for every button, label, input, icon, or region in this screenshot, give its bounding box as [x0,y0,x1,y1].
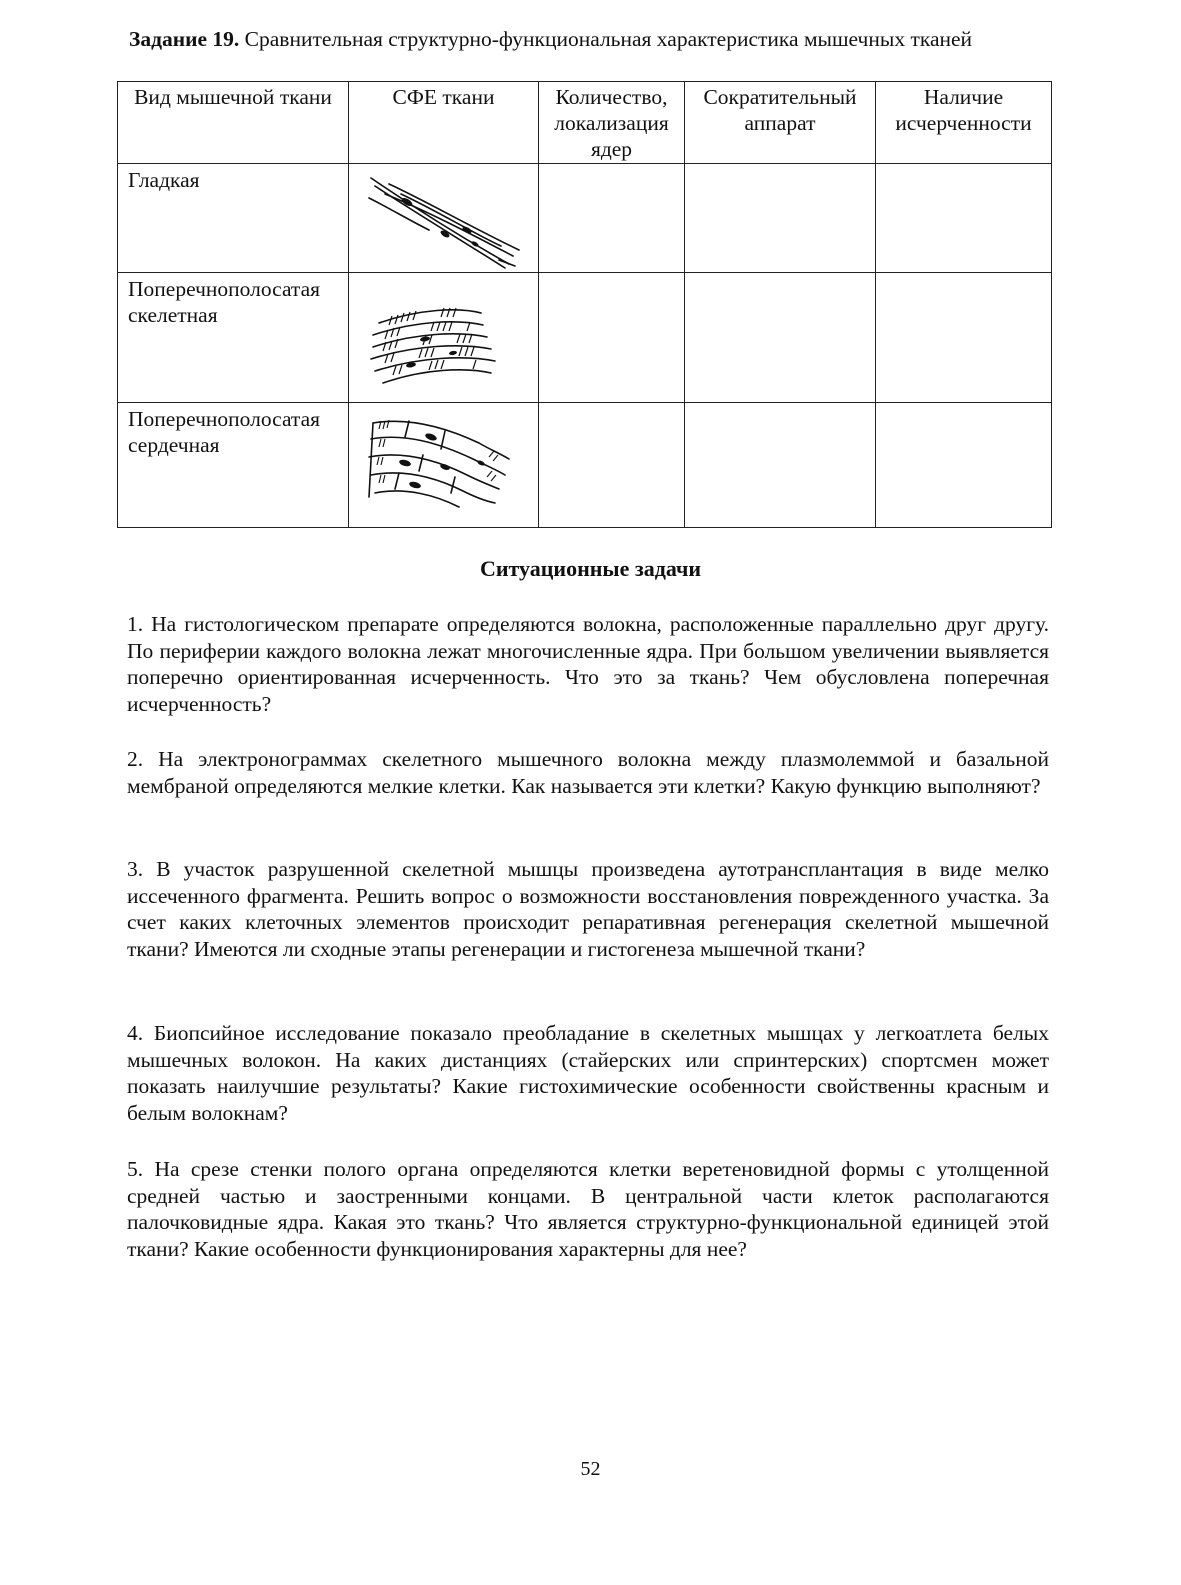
cell-contractile-smooth[interactable] [685,164,876,273]
section-title: Ситуационные задачи [479,556,702,581]
cell-striation-cardiac[interactable] [876,403,1052,528]
cell-nuclei-smooth[interactable] [539,164,685,273]
task-heading [129,26,1029,52]
table-row [118,273,1052,403]
cell-striation-skeletal[interactable] [876,273,1052,403]
header-tissue-type: Вид мышечной ткани [118,82,349,164]
task-heading-text: Сравнительная структурно-функциональная характеристика мышечных тканей [244,27,973,51]
cell-nuclei-cardiac[interactable] [539,403,685,528]
header-sfe: СФЕ ткани [349,82,539,164]
header-striation: Наличие исчерченности [876,82,1052,164]
task-item: 2. На электронограммах скелетного мышечного волокна между плазмолеммой и базальной мембраной определяются мелкие клетки. Как называется эти клетки? Какую функцию выполняют? [127,747,1049,798]
task-item: 5. На срезе стенки полого органа определяются клетки веретеновидной формы с утолщенной средней частью и заостренными концами. В центральной части клеток располагаются палочковидные ядра. Какая это ткань? Что является структурно-функциональной единицей этой ткани? Какие особенности функционирования характерны для нее? [127,1157,1049,1261]
task-item: 4. Биопсийное исследование показало преобладание в скелетных мышцах у легкоатлета белых мышечных волокон. На каких дистанциях (стайерских или спринтерских) спортсмен может показать наилучшие результаты? Какие гистохимические особенности свойственны красным и белым волокнам? [127,1021,1049,1125]
task-heading-label: Задание 19. [129,27,240,51]
header-contractile-apparatus: Сократительный аппарат [685,82,876,164]
row-name-skeletal: Поперечнополосатая скелетная [118,273,349,403]
cardiac-muscle-figure [349,403,539,528]
muscle-tissue-table [117,81,1052,528]
table-header-row [118,82,1052,164]
task-item: 1. На гистологическом препарате определяются волокна, расположенные параллельно друг другу. По периферии каждого волокна лежат многочисленные ядра. При большом увеличении выявляется поперечно ориентированная исчерченность. Что это за ткань? Чем обусловлена поперечная исчерченность? [127,612,1049,716]
header-nuclei: Количество, локализация ядер [539,82,685,164]
cell-contractile-cardiac[interactable] [685,403,876,528]
task-item: 3. В участок разрушенной скелетной мышцы произведена аутотрансплантация в виде мелко иссеченного фрагмента. Решить вопрос о возможности восстановления поврежденного участка. За счет каких клеточных элементов происходит репаративная регенерация скелетной мышечной ткани? Имеются ли сходные этапы регенерации и гистогенеза мышечной ткани? [127,857,1049,961]
row-name-smooth: Гладкая [118,164,349,273]
table-row [118,403,1052,528]
table-row [118,164,1052,273]
cell-striation-smooth[interactable] [876,164,1052,273]
smooth-muscle-figure [349,164,539,273]
cell-nuclei-skeletal[interactable] [539,273,685,403]
skeletal-muscle-figure [349,273,539,403]
row-name-cardiac: Поперечнополосатая сердечная [118,403,349,528]
cell-contractile-skeletal[interactable] [685,273,876,403]
page-number: 52 [580,1458,601,1480]
